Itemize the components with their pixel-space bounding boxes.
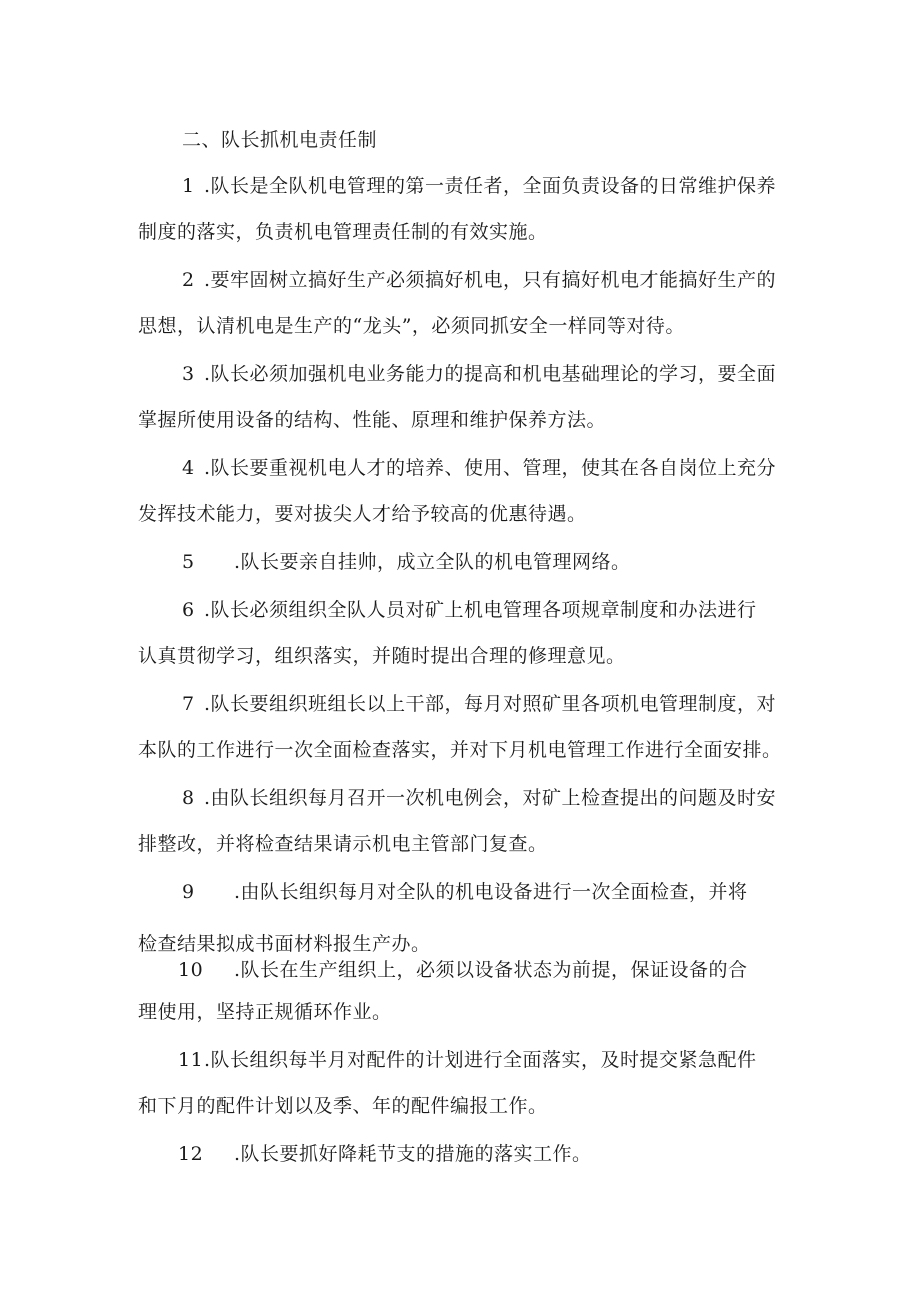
item-text: .队长是全队机电管理的第一责任者，全面负责设备的日常维护保养 [204, 175, 777, 197]
list-item-11-line1 [178, 1048, 757, 1072]
list-item-9-line1 [182, 880, 748, 904]
item-number: 9 [182, 881, 195, 903]
list-item-4-line1 [182, 456, 776, 480]
item-text: .队长在生产组织上，必须以设备状态为前提，保证设备的合 [234, 959, 748, 981]
list-item-9-line2: 检查结果拟成书面材料报生产办。 [138, 933, 431, 955]
list-item-3-line2: 掌握所使用设备的结构、性能、原理和维护保养方法。 [138, 409, 607, 431]
item-number: 3 [182, 363, 195, 385]
list-item-8-line2: 排整改，并将检查结果请示机电主管部门复查。 [138, 833, 548, 855]
list-item-12-line1 [178, 1142, 592, 1166]
list-item-4-line2: 发挥技术能力，要对拔尖人才给予较高的优惠待遇。 [138, 503, 587, 525]
item-number: 11 [178, 1049, 204, 1071]
item-text: .队长要组织班组长以上干部，每月对照矿里各项机电管理制度，对 [204, 693, 777, 715]
list-item-1-line1 [182, 174, 776, 198]
list-item-2-line1 [182, 268, 776, 292]
item-number: 4 [182, 457, 195, 479]
item-number: 8 [182, 787, 195, 809]
list-item-1-line2: 制度的落实，负责机电管理责任制的有效实施。 [138, 221, 548, 243]
item-text: .队长组织每半月对配件的计划进行全面落实，及时提交紧急配件 [204, 1049, 757, 1071]
list-item-3-line1 [182, 362, 776, 386]
item-text: .队长要重视机电人才的培养、使用、管理，使其在各自岗位上充分 [204, 457, 777, 479]
list-item-11-line2: 和下月的配件计划以及季、年的配件编报工作。 [138, 1095, 548, 1117]
list-item-8-line1 [182, 786, 776, 810]
list-item-5-line1 [182, 550, 631, 574]
item-text: .由队长组织每月召开一次机电例会，对矿上检查提出的问题及时安 [204, 787, 777, 809]
item-number: 2 [182, 269, 195, 291]
item-number: 1 [182, 175, 195, 197]
list-item-6-line1 [182, 598, 757, 622]
item-text: .队长必须组织全队人员对矿上机电管理各项规章制度和办法进行 [204, 599, 757, 621]
item-number: 6 [182, 599, 195, 621]
list-item-6-line2: 认真贯彻学习，组织落实，并随时提出合理的修理意见。 [138, 645, 626, 667]
item-text: .队长要抓好降耗节支的措施的落实工作。 [234, 1143, 592, 1165]
item-number: 7 [182, 693, 195, 715]
item-number: 10 [178, 959, 204, 981]
list-item-10-line1 [178, 958, 748, 982]
list-item-2-line2: 思想，认清机电是生产的“龙头”，必须同抓安全一样同等对待。 [138, 315, 685, 337]
item-text: .队长必须加强机电业务能力的提高和机电基础理论的学习，要全面 [204, 363, 777, 385]
item-text: .要牢固树立搞好生产必须搞好机电，只有搞好机电才能搞好生产的 [204, 269, 777, 291]
list-item-7-line2: 本队的工作进行一次全面检查落实，并对下月机电管理工作进行全面安排。 [138, 739, 782, 761]
item-text: .队长要亲自挂帅，成立全队的机电管理网络。 [234, 551, 631, 573]
item-text: .由队长组织每月对全队的机电设备进行一次全面检查，并将 [234, 881, 748, 903]
section-heading: 二、队长抓机电责任制 [182, 129, 378, 151]
list-item-10-line2: 理使用，坚持正规循环作业。 [138, 1001, 392, 1023]
item-number: 5 [182, 551, 195, 573]
item-number: 12 [178, 1143, 204, 1165]
list-item-7-line1 [182, 692, 776, 716]
